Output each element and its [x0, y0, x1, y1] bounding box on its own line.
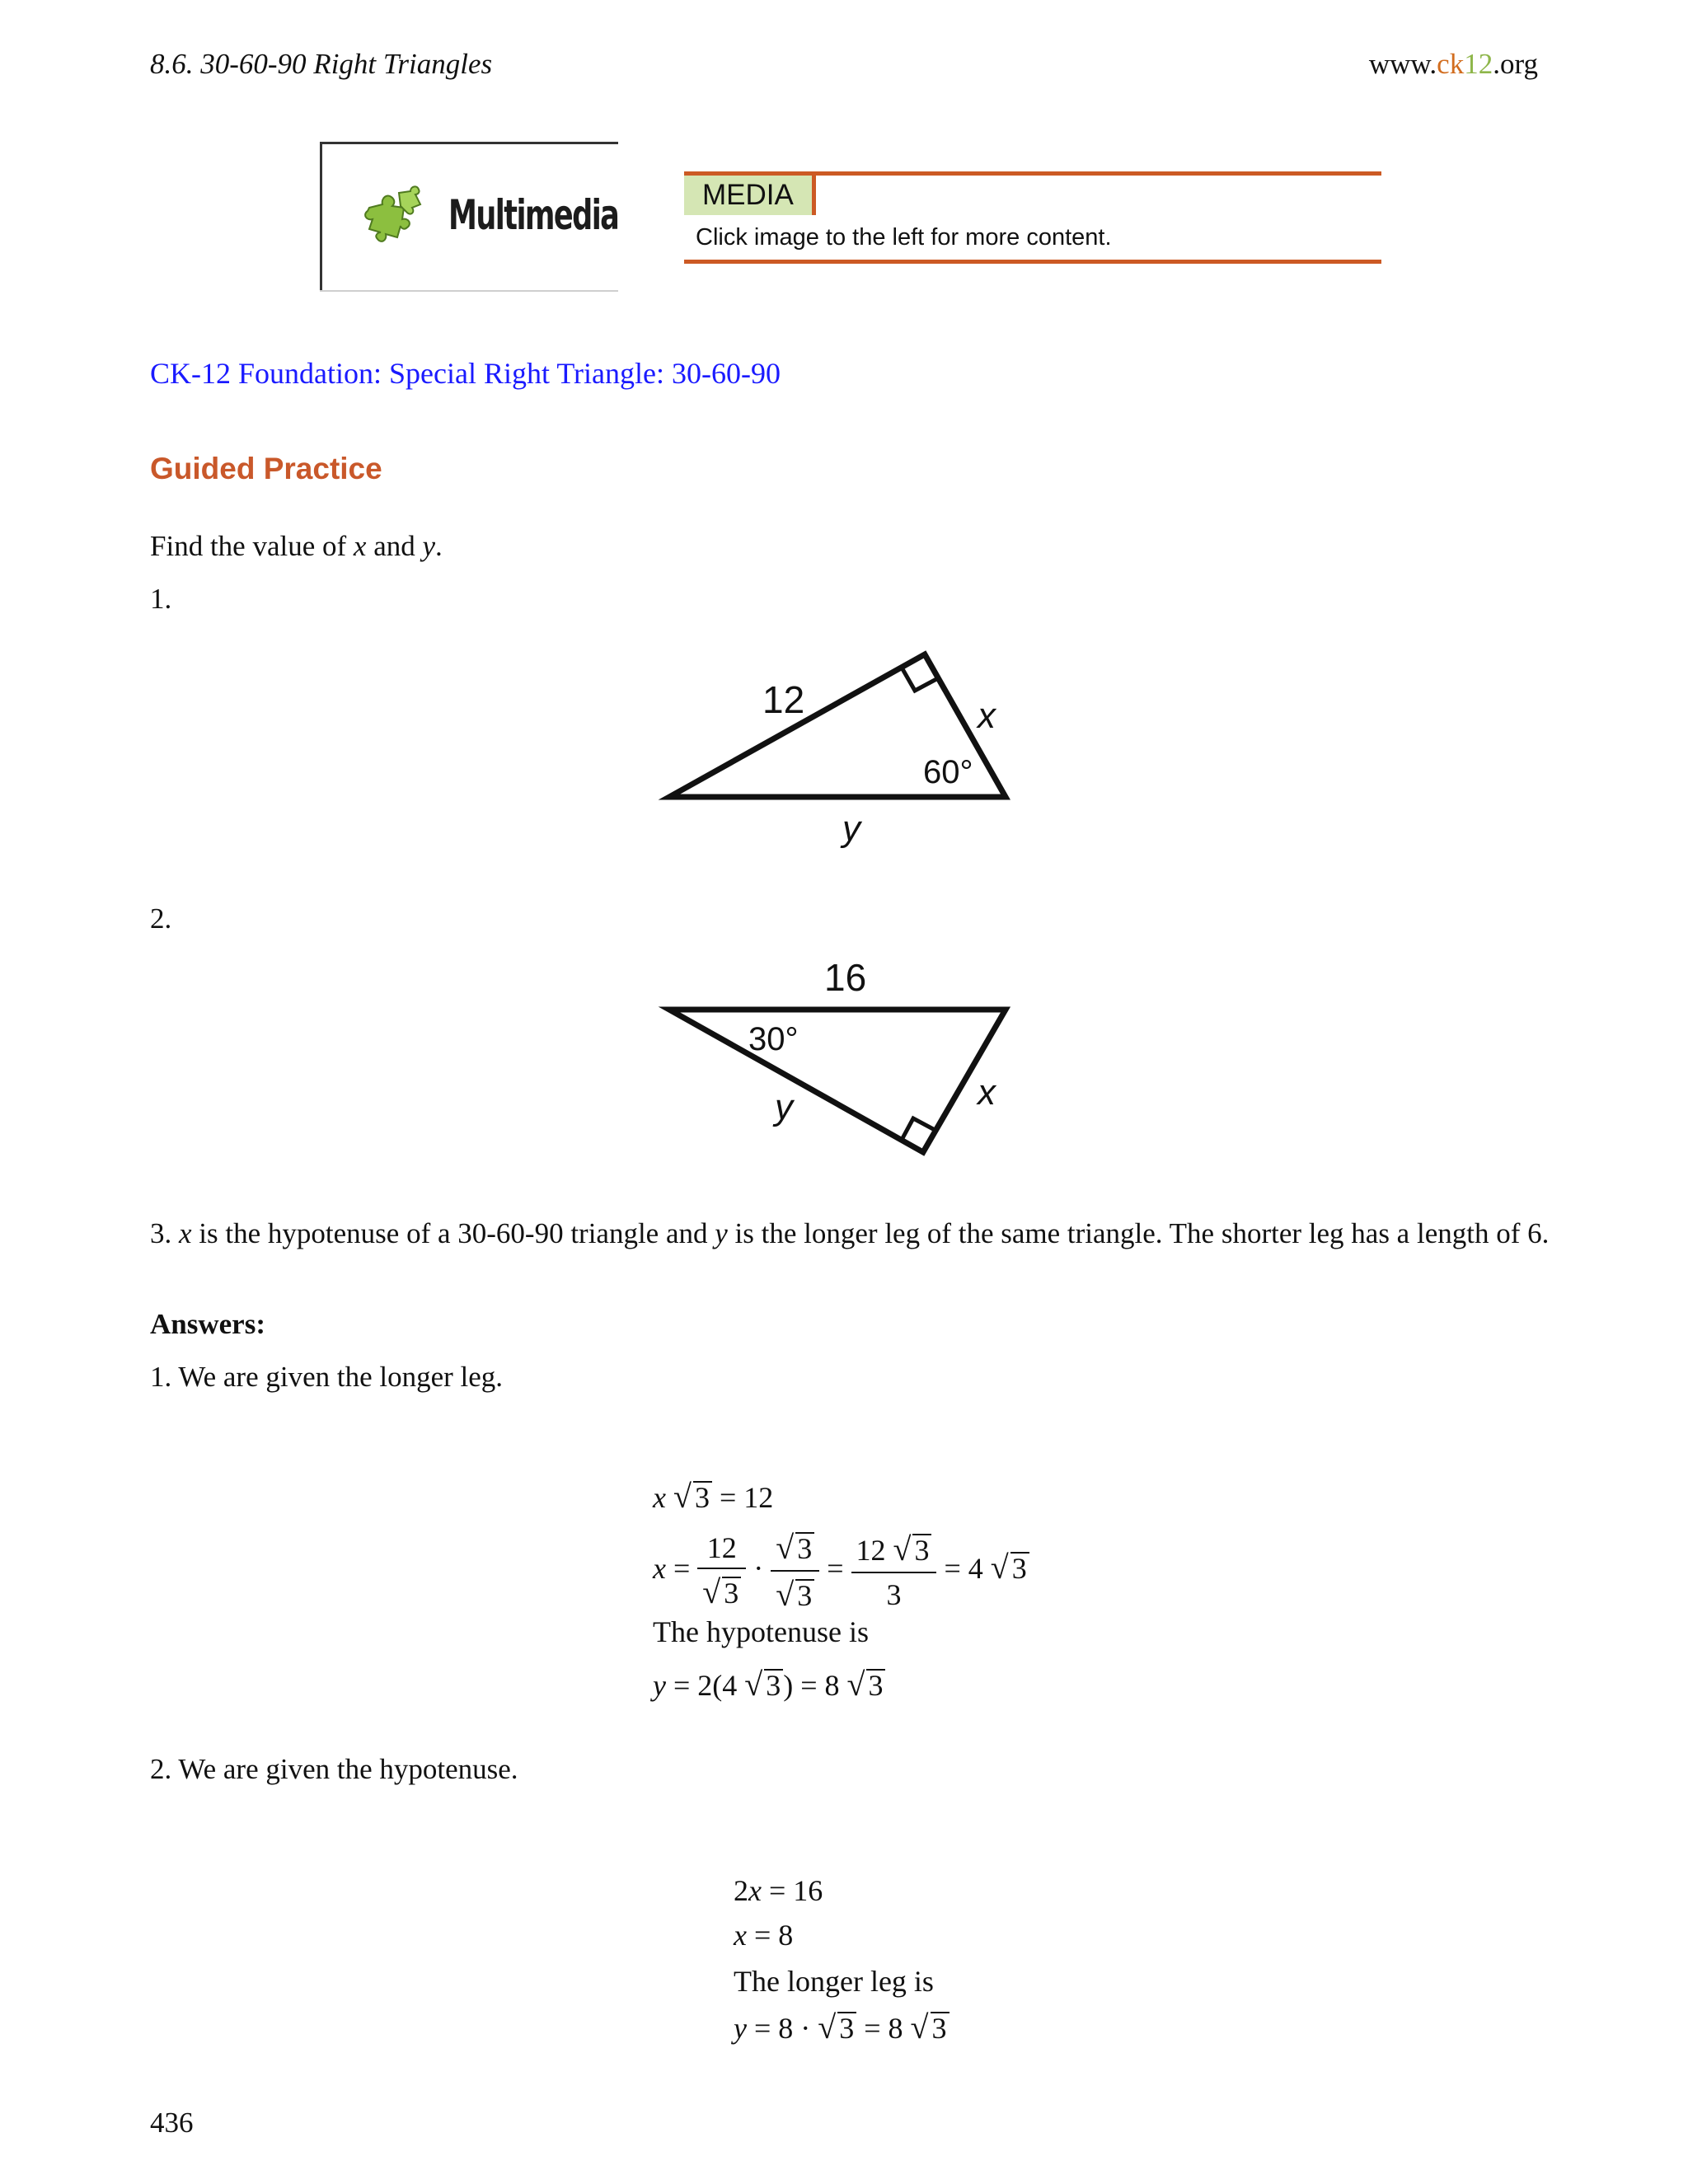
media-tag: MEDIA	[684, 176, 816, 215]
answer-2-step-4: y = 8 · √ 3 = 8 √ 3	[734, 2011, 950, 2045]
triangle-2-angle-label: 30°	[748, 1021, 799, 1057]
media-rule-bottom	[684, 260, 1381, 264]
answer-2-step-2: x = 8	[734, 1919, 794, 1952]
url-ck: ck	[1437, 48, 1465, 80]
multimedia-thumbnail[interactable]	[320, 142, 618, 292]
running-header: 8.6. 30-60-90 Right Triangles	[150, 48, 493, 80]
problem-3-var-x: x	[179, 1217, 192, 1249]
answer-1-intro: 1. We are given the longer leg.	[150, 1361, 504, 1393]
triangle-2-outline	[669, 1010, 1006, 1152]
prompt-var-y: y	[422, 530, 436, 562]
answer-2-step-1: 2x = 16	[734, 1874, 823, 1907]
problem-3-var-y: y	[715, 1217, 728, 1249]
page-number: 436	[150, 2107, 194, 2139]
url-prefix: www.	[1368, 48, 1437, 80]
problem-2-number: 2.	[150, 902, 172, 935]
thumb-border-left	[320, 142, 322, 292]
answer-1-step-4: y = 2(4 √ 3) = 8 √ 3	[653, 1668, 885, 1702]
multimedia-label: Multimedia	[448, 191, 619, 239]
thumb-border-bottom	[320, 290, 618, 292]
problem-3-part1: is the hypotenuse of a 30-60-90 triangle and	[191, 1217, 715, 1249]
media-caption: Click image to the left for more content.	[696, 224, 1112, 251]
triangle-1-base-label: y	[842, 808, 860, 849]
answer-1-step-1: x √ 3 = 12	[653, 1478, 774, 1515]
answer-1-step-3: The hypotenuse is	[653, 1615, 869, 1648]
prompt-after: .	[435, 530, 443, 562]
problem-3-number: 3.	[150, 1217, 172, 1249]
triangle-2-figure	[651, 948, 1039, 1170]
triangle-1-figure	[651, 635, 1039, 857]
answer-2-step-3: The longer leg is	[734, 1965, 934, 1998]
url-suffix: .org	[1493, 48, 1538, 80]
problem-prompt	[150, 527, 443, 565]
problem-3-text	[150, 1215, 1551, 1253]
thumb-border-top	[320, 142, 618, 144]
ck12-foundation-link[interactable]: CK-12 Foundation: Special Right Triangle: 30-60-90	[150, 357, 781, 390]
triangle-1-hypotenuse-label: 12	[762, 678, 805, 721]
triangle-2-side-label: y	[775, 1087, 793, 1127]
answer-2-intro: 2. We are given the hypotenuse.	[150, 1753, 518, 1785]
url-12: 12	[1464, 48, 1493, 80]
answers-label: Answers:	[150, 1308, 265, 1340]
triangle-1-leg-label: x	[978, 696, 996, 736]
puzzle-piece-icon	[363, 183, 429, 247]
answer-1-step-2: x = $\frac{12}{√ 3}$ · $\frac{√ 3}{√ 3}$ = $\frac{12 √ 3}{3}$ = 4 √ 3	[653, 1531, 1029, 1612]
triangle-2-top-label: 16	[824, 956, 867, 999]
section-heading: Guided Practice	[150, 452, 382, 485]
problem-1-number: 1.	[150, 583, 172, 615]
triangle-1-angle-label: 60°	[923, 754, 973, 790]
site-url	[1369, 48, 1538, 81]
prompt-var-x: x	[353, 530, 367, 562]
media-box	[684, 171, 1381, 264]
triangle-2-leg-label: x	[978, 1072, 996, 1113]
prompt-before: Find the value of	[150, 530, 354, 562]
problem-3-part2: is the longer leg of the same triangle. The shorter leg has a length of 6.	[727, 1217, 1550, 1249]
prompt-mid: and	[366, 530, 423, 562]
